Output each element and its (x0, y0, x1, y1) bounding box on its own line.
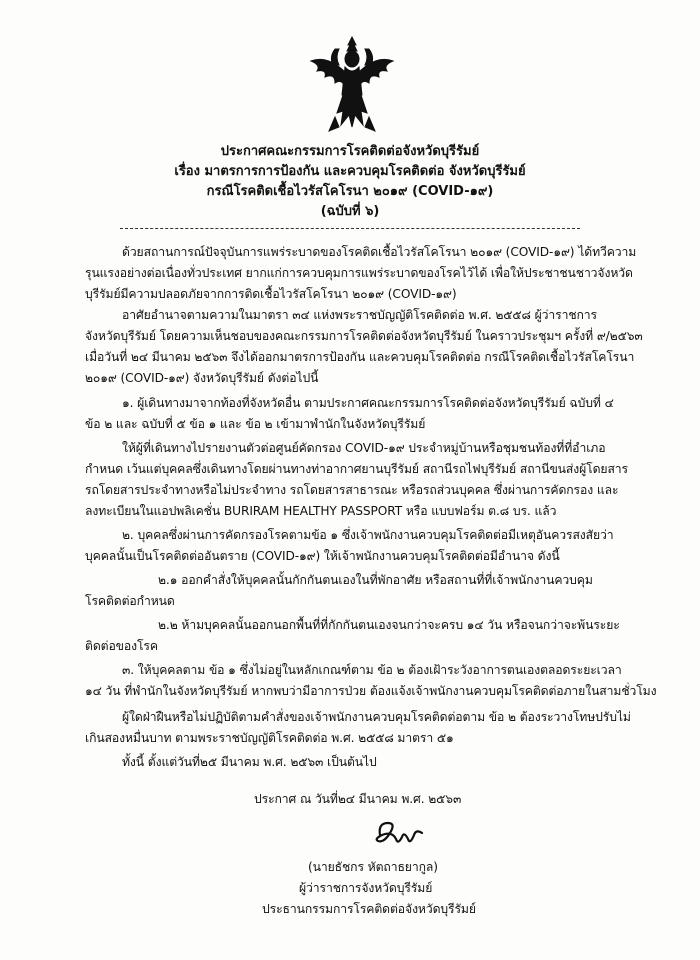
signatory-position: ผู้ว่าราชการจังหวัดบุรีรัมย์ (299, 881, 433, 895)
para-line: รุนแรงอย่างต่อเนื่องทั่วประเทศ ยากแก่การควบคุมการแพร่ระบาดของโรคไว้ได้ เพื่อให้ประชาชนชาวจังหวัด (85, 266, 633, 280)
title-line-4: (ฉบับที่ ๖) (320, 204, 380, 219)
para-line: ด้วยสถานการณ์ปัจจุบันการแพร่ระบาดของโรคติดเชื้อไวรัสโคโรนา ๒๐๑๙ (COVID-๑๙) ได้ทวีความ (122, 245, 637, 259)
para-line: ๒.๑ ออกคำสั่งให้บุคคลนั้นกักกันตนเองในที่พักอาศัย หรือสถานที่ที่เจ้าพนักงานควบคุม (158, 573, 593, 587)
title-line-3: กรณีโรคติดเชื้อไวรัสโคโรนา ๒๐๑๙ (COVID-๑๙) (206, 184, 494, 199)
para-line: บุรีรัมย์มีความปลอดภัยจากการติดเชื้อไวรัสโคโรนา ๒๐๑๙ (COVID-๑๙) (85, 287, 457, 301)
para-line: เมื่อวันที่ ๒๔ มีนาคม ๒๕๖๓ จึงได้ออกมาตรการป้องกัน และควบคุมโรคติดต่อ กรณีโรคติดเชื้อไวรัสโคโรนา (85, 350, 635, 364)
para-line: เกินสองหมื่นบาท ตามพระราชบัญญัติโรคติดต่อ พ.ศ. ๒๕๕๘ มาตรา ๕๑ (85, 731, 454, 745)
para-line: บุคคลนั้นเป็นโรคติดต่ออันตราย (COVID-๑๙) ให้เจ้าพนักงานควบคุมโรคติดต่อมีอำนาจ ดังนี้ (85, 549, 560, 563)
para-line: ๒. บุคคลซึ่งผ่านการคัดกรองโรคตามข้อ ๑ ซึ่งเจ้าพนักงานควบคุมโรคติดต่อมีเหตุอันควรสงสัยว่า (122, 528, 614, 542)
para-line: อาศัยอำนาจตามความในมาตรา ๓๔ แห่งพระราชบัญญัติโรคติดต่อ พ.ศ. ๒๕๕๘ ผู้ว่าราชการ (122, 308, 597, 322)
handwritten-signature-icon (370, 815, 430, 851)
para-line: ติดต่อของโรค (85, 639, 158, 653)
signatory-committee-role: ประธานกรรมการโรคติดต่อจังหวัดบุรีรัมย์ (262, 902, 476, 916)
para-line: ข้อ ๒ และ ฉบับที่ ๕ ข้อ ๑ และ ข้อ ๒ เข้ามาพำนักในจังหวัดบุรีรัมย์ (85, 417, 426, 431)
para-line: ๓. ให้บุคคลตาม ข้อ ๑ ซึ่งไม่อยู่ในหลักเกณฑ์ตาม ข้อ ๒ ต้องเฝ้าระวังอาการตนเองตลอดระยะเวลา (122, 663, 622, 677)
garuda-emblem-icon (307, 35, 397, 135)
para-line: ลงทะเบียนในแอปพลิเคชั่น BURIRAM HEALTHY PASSPORT หรือ แบบฟอร์ม ต.๘ บร. แล้ว (85, 504, 557, 518)
title-line-1: ประกาศคณะกรรมการโรคติดต่อจังหวัดบุรีรัมย์ (220, 144, 480, 159)
para-line: ๒๐๑๙ (COVID-๑๙) จังหวัดบุรีรัมย์ ดังต่อไปนี้ (85, 371, 319, 385)
separator-rule (120, 228, 580, 229)
announcement-date: ประกาศ ณ วันที่๒๔ มีนาคม พ.ศ. ๒๕๖๓ (254, 792, 462, 806)
para-line: โรคติดต่อกำหนด (85, 594, 175, 608)
para-line: ผู้ใดฝ่าฝืนหรือไม่ปฏิบัติตามคำสั่งของเจ้าพนักงานควบคุมโรคติดต่อตาม ข้อ ๒ ต้องระวางโทษปรับไม่ (122, 710, 631, 724)
signatory-name: (นายธัชกร หัตถาธยากูล) (308, 860, 438, 874)
para-line: ๒.๒ ห้ามบุคคลนั้นออกนอกพื้นที่ที่กักกันตนเองจนกว่าจะครบ ๑๔ วัน หรือจนกว่าจะพ้นระยะ (158, 618, 620, 632)
para-line: ให้ผู้ที่เดินทางไปรายงานตัวต่อศูนย์คัดกรอง COVID-๑๙ ประจำหมู่บ้านหรือชุมชนท้องที่ที่อำเภอ (122, 441, 606, 455)
para-line: ๑๔ วัน ที่พำนักในจังหวัดบุรีรัมย์ หากพบว่ามีอาการป่วย ต้องแจ้งเจ้าพนักงานควบคุมโรคติดต่อภายในสามชั่วโมง (85, 684, 657, 698)
para-line: จังหวัดบุรีรัมย์ โดยความเห็นชอบของคณะกรรมการโรคติดต่อจังหวัดบุรีรัมย์ ในคราวประชุมฯ ครั้งที่ ๙/๒๕๖๓ (85, 329, 643, 343)
para-line: ทั้งนี้ ตั้งแต่วันที่๒๕ มีนาคม พ.ศ. ๒๕๖๓ เป็นต้นไป (122, 755, 377, 769)
para-line: ๑. ผู้เดินทางมาจากท้องที่จังหวัดอื่น ตามประกาศคณะกรรมการโรคติดต่อจังหวัดบุรีรัมย์ ฉบับที่ ๔ (122, 396, 614, 410)
title-line-2: เรื่อง มาตรการการป้องกัน และควบคุมโรคติดต่อ จังหวัดบุรีรัมย์ (174, 164, 526, 179)
para-line: กำหนด เว้นแต่บุคคลซึ่งเดินทางโดยผ่านทางท่าอากาศยานบุรีรัมย์ สถานีรถไฟบุรีรัมย์ สถานีขนส่งผู้โดยสาร (85, 462, 628, 476)
para-line: รถโดยสารประจำทางหรือไม่ประจำทาง รถโดยสารสาธารณะ หรือรถส่วนบุคคล ซึ่งผ่านการคัดกรอง และ (85, 483, 619, 497)
